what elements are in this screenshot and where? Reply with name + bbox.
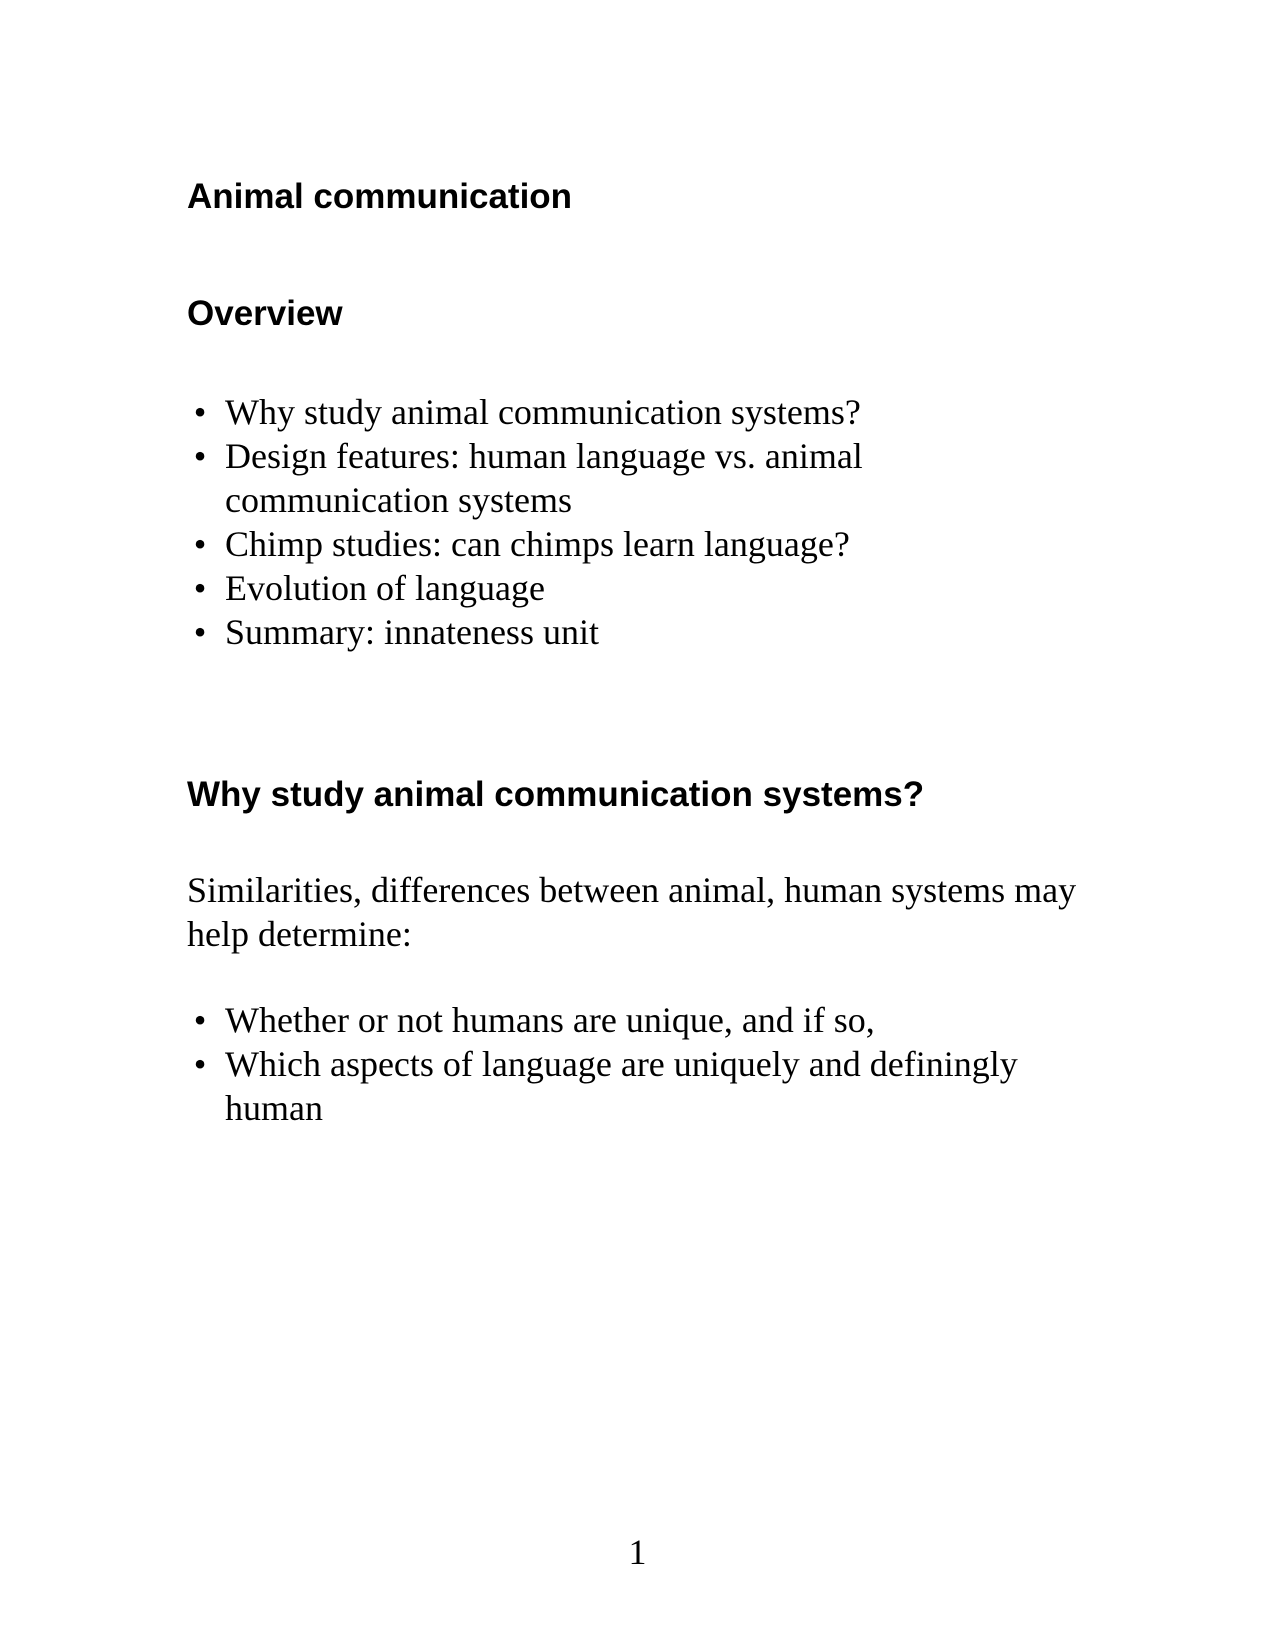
list-item-text: Evolution of language <box>225 568 545 608</box>
list-item-text: Chimp studies: can chimps learn language? <box>225 524 850 564</box>
bullet-icon: • <box>193 568 207 608</box>
overview-heading: Overview <box>187 294 343 333</box>
list-item <box>187 998 1087 1042</box>
why-study-heading: Why study animal communication systems? <box>187 775 925 814</box>
bullet-icon: • <box>193 524 207 564</box>
why-study-intro: Similarities, differences between animal, human systems may help determine: <box>187 870 1077 954</box>
list-item-text: Which aspects of language are uniquely and definingly human <box>225 1044 1018 1128</box>
bullet-icon: • <box>193 392 207 432</box>
list-item <box>187 610 1087 654</box>
list-item <box>187 522 1087 566</box>
list-item-text: Whether or not humans are unique, and if so, <box>225 1000 875 1040</box>
page-number: 1 <box>628 1532 647 1572</box>
bullet-icon: • <box>193 1044 207 1084</box>
list-item-text: Why study animal communication systems? <box>225 392 861 432</box>
list-item <box>187 1042 1087 1130</box>
list-item <box>187 434 1087 522</box>
list-item <box>187 390 1087 434</box>
why-study-list <box>187 998 1087 1130</box>
overview-list <box>187 390 1087 654</box>
list-item-text: Design features: human language vs. animal communication systems <box>225 436 863 520</box>
list-item-text: Summary: innateness unit <box>225 612 599 652</box>
bullet-icon: • <box>193 1000 207 1040</box>
bullet-icon: • <box>193 612 207 652</box>
list-item <box>187 566 1087 610</box>
document-title: Animal communication <box>187 177 573 216</box>
bullet-icon: • <box>193 436 207 476</box>
